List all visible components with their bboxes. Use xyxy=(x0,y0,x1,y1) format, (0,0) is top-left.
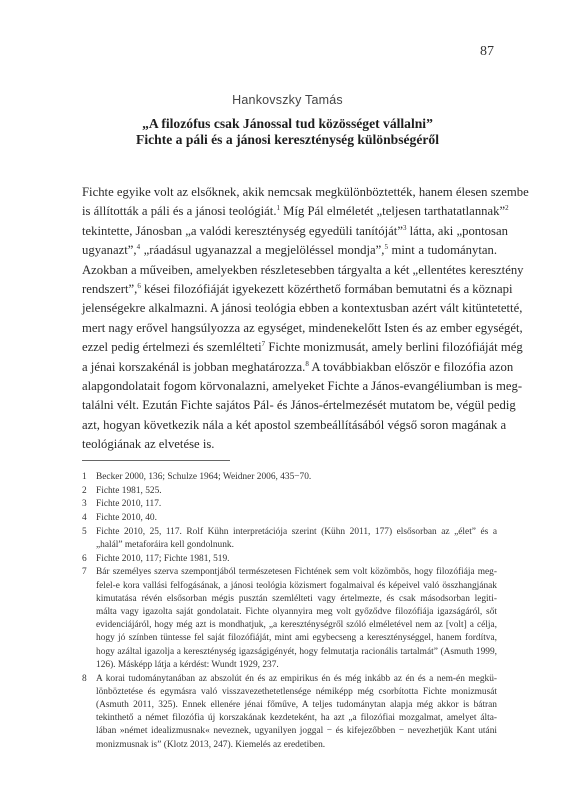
body-line xyxy=(82,183,529,202)
footnote-number: 4 xyxy=(82,513,87,524)
footnote-line: málta vagy igazolta saját gondolatait. Fichte olyannyira meg volt győződve filozófiája igazságáról, sőt xyxy=(96,607,497,618)
footnote-number: 5 xyxy=(82,526,87,537)
footnote-ref[interactable]: 6 xyxy=(137,281,141,290)
body-text-run: találni vélt. Ezután Fichte sajátos Pál- és János-értelmezését mutatom be, végül pedig xyxy=(82,398,516,413)
body-line xyxy=(82,261,524,280)
body-line xyxy=(82,416,507,435)
footnote-separator xyxy=(82,460,230,461)
footnote-line: hogy jó színben tüntesse fel saját filozófiáját, mint ami egybecseng a kereszténységgel, hanem fordítva, xyxy=(96,633,497,644)
footnote-line: Becker 2000, 136; Schulze 1964; Weidner 2006, 435−70. xyxy=(96,472,312,482)
footnote-ref[interactable]: 2 xyxy=(505,204,509,213)
body-line xyxy=(82,280,513,299)
body-line xyxy=(82,241,497,260)
body-text-run: mint a tudománytan. xyxy=(387,243,497,258)
footnote-line: Fichte 2010, 40. xyxy=(96,513,157,524)
body-text-run: is állították a páli és a jánosi teológiát. xyxy=(82,204,277,219)
footnote-line: Fichte 2010, 117; Fichte 1981, 519. xyxy=(96,553,230,564)
footnote xyxy=(82,566,497,672)
body-text-run: Azokban a műveiben, amelyekben részletesebben tárgyalta a két „ellentétes keresztény xyxy=(82,262,524,277)
footnote-ref[interactable]: 3 xyxy=(402,223,407,232)
footnote-ref[interactable]: 7 xyxy=(261,340,266,349)
body-text-run: A továbbiakban először e filozófia azon xyxy=(308,359,514,374)
footnote-ref[interactable]: 5 xyxy=(384,243,388,252)
body-text-run: Míg Pál elméletét „teljesen tarthatatlannak” xyxy=(280,204,506,219)
body-text-run: jelenségekre alkalmazni. A jánosi teológia ebben a kontextusban azért vált kitüntetetté, xyxy=(82,301,523,316)
footnote-line: tekinthető a német filozófia új korszakának kezdeteként, ha azt „a filozófiai mozgalmat, amelyet álta- xyxy=(96,713,497,724)
footnote-line: hogy azáltal igazolja a kereszténység igazságigényét, hogy felmutatja racionális tartalmát” (Asmuth 1999, xyxy=(96,646,497,657)
footnote-number: 7 xyxy=(82,567,87,578)
footnote-number: 3 xyxy=(82,499,87,510)
body-text-run: a jénai korszakénál is jobban meghatározza. xyxy=(82,359,306,374)
footnote-line: evidenciájáról, hogy még azt is mondhatjuk, „a kereszténységről szóló elméletével nem az [volt] a célja, xyxy=(96,620,497,631)
footnote xyxy=(82,512,497,525)
footnote-line: 126). Másképp látja a kérdést: Wundt 1929, 237. xyxy=(96,659,279,670)
body-line xyxy=(82,319,523,338)
body-text-run: „ráadásul ugyanazzal a megjelöléssel mondja”, xyxy=(140,243,385,258)
title-line-1: „A filozófus csak Jánossal tud közösséget vállalni” xyxy=(142,116,433,131)
body-text-run: mert nagy erővel hangsúlyozza az egységet, mindenekelőtt Isten és az ember egységét, xyxy=(82,320,523,335)
footnote xyxy=(82,673,497,752)
body-line xyxy=(82,435,497,454)
footnote-ref[interactable]: 8 xyxy=(305,359,309,368)
footnotes xyxy=(82,471,497,752)
footnote-line: „halál” metaforáira kell gondolnunk. xyxy=(96,540,234,551)
body-line xyxy=(82,358,514,377)
body-text-run: látta, aki „pontosan xyxy=(406,223,508,238)
body-text-run: ugyanazt”, xyxy=(82,243,137,258)
footnote xyxy=(82,553,497,566)
body-line xyxy=(82,396,516,415)
footnote-line: (Asmuth 2011, 325). Ennek ellenére jénai főműve, A teljes tudománytan alapja még akkor is bátran xyxy=(96,699,497,710)
body-text-run: alapgondolatait fogom körvonalazni, amelyeket Fichte a János-evangéliumban is meg- xyxy=(82,378,523,393)
body-text-run: Fichte monizmusát, amely berlini filozófiáját még xyxy=(265,340,523,355)
author-name: Hankovszky Tamás xyxy=(232,93,343,107)
footnote-line: Fichte 2010, 117. xyxy=(96,499,162,510)
body-line xyxy=(82,377,523,396)
footnote-line: lában »német idealizmusnak« neveznek, ugyanilyen joggal − és kifejezőbben − nevezhetjük Kant utáni xyxy=(96,726,497,737)
footnote xyxy=(82,471,497,484)
footnote-ref[interactable]: 4 xyxy=(136,243,141,252)
title-line-2: Fichte a páli és a jánosi kereszténység különbségéről xyxy=(136,132,439,147)
body-line xyxy=(82,299,523,318)
footnote-line: Fichte 2010, 25, 117. Rolf Kühn interpretációja szerint (Kühn 2011, 177) elsősorban az „élet” és a xyxy=(96,526,497,537)
body-text-run: kései filozófiáját igyekezett közérthető formában bemutatni és a köznapi xyxy=(140,281,513,296)
page-number: 87 xyxy=(480,44,494,59)
footnote-ref[interactable]: 1 xyxy=(276,204,280,213)
footnote-line: Fichte 1981, 525. xyxy=(96,485,162,496)
footnote-number: 8 xyxy=(82,673,87,684)
footnote-number: 1 xyxy=(82,472,87,482)
body-text xyxy=(82,183,529,454)
footnote-line: Bár személyes szerva szempontjából természetesen Fichtének sem volt közömbös, hogy filozófiája meg- xyxy=(96,567,497,578)
body-text-run: ezzel pedig értelmezi és szemlélteti xyxy=(82,340,262,355)
body-line xyxy=(82,338,523,357)
body-text-run: tekintette, Jánosban „a valódi kereszténység egyedüli tanítóját” xyxy=(82,223,403,238)
footnote xyxy=(82,498,497,511)
footnote-number: 6 xyxy=(82,553,87,564)
footnote-line: lönböztetése és egymásra való visszavezethetetlensége némiképp még csorbította Fichte monizmusát xyxy=(96,686,497,697)
body-text-run: rendszert”, xyxy=(82,281,138,296)
body-text-run: teológiának az elvetése is. xyxy=(82,437,215,452)
body-line xyxy=(82,222,508,241)
footnote-number: 2 xyxy=(82,485,87,496)
footnote xyxy=(82,485,497,498)
footnote-line: kimutatása révén elsősorban mégis pusztán szemlélteti vagy értelmezte, és csak másodsorban legiti- xyxy=(96,593,497,604)
footnote-line: felel-e kora vallási felfogásának, a jánosi teológia közismert fogalmaival és képeivel való összhangjának xyxy=(96,580,497,591)
footnote-line: A korai tudománytanában az abszolút én és az empirikus én és még inkább az én és a nem-én megkü- xyxy=(96,673,497,684)
article-title xyxy=(60,116,515,148)
body-line xyxy=(82,202,509,221)
footnote-line: monizmusnak is” (Klotz 2013, 247). Kiemelés az eredetiben. xyxy=(96,739,326,750)
body-text-run: azt, hogyan következik nála a két apostol szembeállításából végső soron magának a xyxy=(82,417,507,432)
body-text-run: Fichte egyike volt az elsőknek, akik nemcsak megkülönböztették, hanem élesen szembe xyxy=(82,185,529,199)
footnote xyxy=(82,526,497,552)
